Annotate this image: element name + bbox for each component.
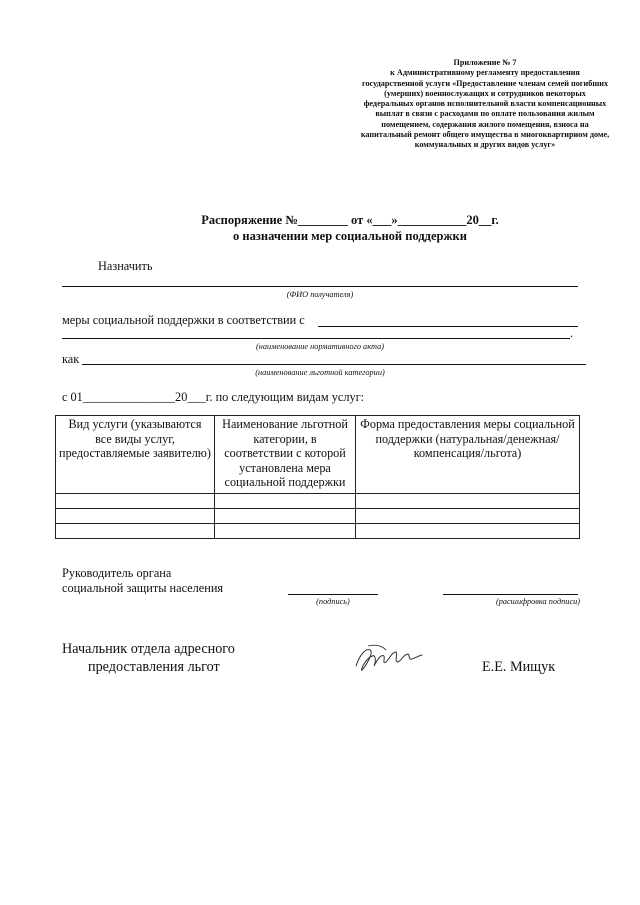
table-cell[interactable] xyxy=(215,508,356,523)
services-table xyxy=(55,415,580,539)
handwritten-signature xyxy=(352,640,424,676)
category-line[interactable] xyxy=(82,364,586,365)
decode-line[interactable] xyxy=(443,594,578,595)
date-line: с 01_______________20___г. по следующим видам услуг: xyxy=(62,390,365,404)
table-row xyxy=(56,523,580,538)
table-cell[interactable] xyxy=(56,493,215,508)
order-subject: о назначении мер социальной поддержки xyxy=(233,229,467,243)
decode-caption: (расшифровка подписи) xyxy=(495,597,581,606)
period-mark: . xyxy=(570,326,574,340)
signature-caption: (подпись) xyxy=(316,597,350,606)
table-row xyxy=(56,493,580,508)
act-caption: (наименование нормативного акта) xyxy=(256,342,384,351)
table-row xyxy=(56,508,580,523)
act-line-2[interactable] xyxy=(62,338,570,339)
table-cell[interactable] xyxy=(56,523,215,538)
act-line-1[interactable] xyxy=(318,326,578,327)
fio-caption: (ФИО получателя) xyxy=(286,290,354,299)
appendix-block xyxy=(360,58,610,151)
head-title-line1: Руководитель органа xyxy=(62,566,172,580)
chief-title-line1: Начальник отдела адресного xyxy=(62,641,235,657)
signature-line[interactable] xyxy=(288,594,378,595)
table-header-row xyxy=(56,416,580,494)
header-form: Форма предоставления меры социальной поддержки (натуральная/денежная/компенсация/льгота) xyxy=(356,416,580,494)
header-category: Наименование льготной категории, в соответствии с которой установлена мера социальной поддержки xyxy=(215,416,356,494)
table-cell[interactable] xyxy=(356,493,580,508)
appendix-text: к Административному регламенту предоставления государственной услуги «Предоставление членам семей погибших (умерших) военнослужащих и сотрудников некоторых федеральных органов исполнительной власти компенсационных выплат в связи с расходами по оплате пользования жилым помещением, содержания жилого помещения, взноса на капитальный ремонт общего имущества в многоквартирном доме, коммунальных и других видов услуг» xyxy=(360,68,610,150)
table-cell[interactable] xyxy=(215,493,356,508)
fio-line[interactable] xyxy=(62,286,578,287)
measures-label: меры социальной поддержки в соответствии с xyxy=(62,313,305,327)
as-label: как xyxy=(62,352,80,366)
category-caption: (наименование льготной категории) xyxy=(255,368,385,377)
table-cell[interactable] xyxy=(356,508,580,523)
order-heading xyxy=(140,212,560,244)
order-number-line: Распоряжение №________ от «___»___________20__г. xyxy=(201,213,499,227)
chief-title-line2: предоставления льгот xyxy=(88,659,220,675)
head-title-line2: социальной защиты населения xyxy=(62,581,224,595)
assign-label: Назначить xyxy=(98,259,153,273)
table-cell[interactable] xyxy=(356,523,580,538)
table-cell[interactable] xyxy=(56,508,215,523)
appendix-title: Приложение № 7 xyxy=(453,58,517,67)
header-service-type: Вид услуги (указываются все виды услуг, предоставляемые заявителю) xyxy=(56,416,215,494)
chief-name: Е.Е. Мищук xyxy=(482,659,556,675)
table-cell[interactable] xyxy=(215,523,356,538)
